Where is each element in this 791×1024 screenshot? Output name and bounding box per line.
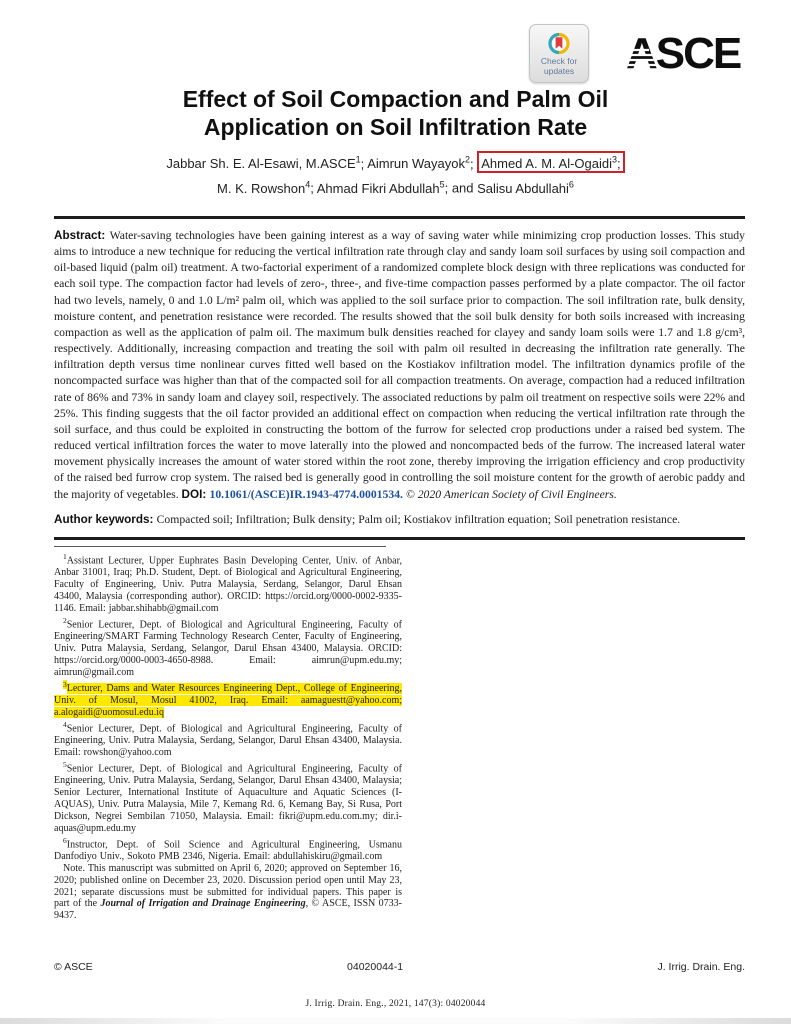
badge-text bbox=[541, 57, 577, 76]
author-3: Ahmed A. M. Al-Ogaidi$^3$; bbox=[481, 155, 621, 172]
author-keywords bbox=[54, 513, 745, 526]
footer-page-number: 04020044-1 bbox=[347, 961, 404, 973]
page-footer bbox=[54, 961, 745, 973]
page-edge-shade bbox=[0, 1018, 791, 1024]
footnote-6: $^6$Instructor, Dept. of Soil Science and Agricultural Engineering, Usmanu Danfodiyo Univ., Sokoto PMB 2346, Nigeria. Email: abdullahiskiru@gmail.com bbox=[54, 835, 402, 862]
badge-text-line1: Check for bbox=[540, 56, 578, 66]
doi-link[interactable]: 10.1061/(ASCE)IR.1943-4774.0001534. bbox=[209, 487, 403, 501]
footnote-3-highlighted: $^3$Lecturer, Dams and Water Resources Engineering Dept., College of Engineering, Univ. of Mosul, Mosul 41002, Iraq. Email: aamaguestt@yahoo.com; a.alogaidi@uomosul.edu.iq bbox=[54, 679, 402, 718]
keywords-label: Author keywords: bbox=[54, 513, 157, 526]
abstract-body: Water-saving technologies have been gaining interest as a way of saving water while minimizing crop production losses. This study aims to introduce a new technique for reducing the vertical infiltration rate through clay and sandy loam soil surfaces by using soil compaction and oil-based liquid (palm oil) treatment. A two-factorial experiment of a randomized complete block design with three replications was conducted for each soil type. The compaction factor had levels of zero-, three-, and five-time compaction passes performed by a plate compactor. The oil factor had two levels, namely, 0 and 1.0 L/m² palm oil, which was applied to the soil surface prior to compaction. The soil infiltration rate, bulk density, moisture content, and penetration resistance were recorded. The results showed that the soil bulk density for both soils increased with increasing compaction as well as the application of palm oil. The maximum bulk densities reached for clayey and sandy loam soils were 1.7 and 1.8 g/cm³, respectively. Additionally, increasing compaction and treating the soil with palm oil resulted in decreasing the infiltration rate generally. The infiltration depth versus time nonlinear curves fitted well based on the Kostiakov infiltration model. The infiltration dynamics profile of the noncompacted surface was higher than that of the compacted soil for all compaction treatments. On average, compaction had a reduced infiltration rate of 86% and 73% in sandy loam and clayey soil, respectively. The associated reductions by palm oil treatment on respective soils were 22% and 25%. This finding suggests that the oil factor provided an additional effect on compaction when reducing the vertical infiltration rate through the soil surface, and thus could be exploited in constructing the bottom of the furrow for selected crop productions under a raised bed system. The reduced vertical infiltration forces the water to move laterally into the plowed and noncompacted beds of the furrow. The increased lateral water movement physically increases the amount of water stored within the root zone, thereby improving the irrigation efficiency and crop productivity of the raised bed furrow crop system. The raised bed is generally good in controlling the soil moisture content for the growth of aerobic paddy and the majority of vegetables. bbox=[54, 229, 745, 501]
footer-journal-abbrev: J. Irrig. Drain. Eng. bbox=[657, 961, 745, 973]
author-4: M. K. Rowshon$^4$ bbox=[217, 179, 311, 196]
badge-text-line2: updates bbox=[543, 65, 575, 76]
abstract bbox=[54, 228, 745, 503]
journal-name: Journal of Irrigation and Drainage Engineering bbox=[100, 898, 306, 910]
asce-logo-icon bbox=[626, 28, 746, 76]
footnote-separator bbox=[54, 546, 386, 547]
footnote-1: $^1$Assistant Lecturer, Upper Euphrates Basin Developing Center, Univ. of Anbar, Anbar 31001, Iraq; Ph.D. Student, Dept. of Biological and Agricultural Engineering, Faculty of Engineering, Univ. Putra Malaysia, Serdang, Selangor, Darul Ehsan 43400, Malaysia (corresponding author). ORCID: https://orcid.org/0000-0002-9335-1146. Email: jabbar.shihabb@gmail.com bbox=[54, 552, 402, 614]
footer-copyright: © ASCE bbox=[54, 961, 93, 973]
asce-logo bbox=[626, 28, 746, 76]
author-line1: Jabbar Sh. E. Al-Esawi, M.ASCE$^1$; Aimrun Wayayok$^2$; Ahmed A. M. Al-Ogaidi$^3$; bbox=[0, 150, 791, 174]
abstract-label: Abstract: bbox=[54, 229, 110, 242]
footnotes bbox=[54, 546, 402, 922]
title-line1: Effect of Soil Compaction and Palm Oil bbox=[182, 86, 609, 112]
copyright-text: © 2020 American Society of Civil Engineers. bbox=[402, 487, 617, 501]
doi-label: DOI: bbox=[181, 487, 210, 501]
footnote-2: $^2$Senior Lecturer, Dept. of Biological and Agricultural Engineering, Faculty of Engineering/SMART Farming Technology Research Center, Faculty of Engineering, Univ. Putra Malaysia, Serdang, Selangor, Darul Ehsan 43400, Malaysia. ORCID: https://orcid.org/0000-0003-4650-8988. Email: aimrun@upm.edu.my; aimrun@gmail.com bbox=[54, 615, 402, 678]
divider-bottom bbox=[54, 537, 745, 540]
author-line2: M. K. Rowshon$^4$; Ahmad Fikri Abdullah$^5$; and Salisu Abdullahi$^6$ bbox=[217, 179, 574, 196]
check-for-updates-badge[interactable] bbox=[529, 24, 589, 83]
author-list bbox=[0, 150, 791, 199]
title-line2: Application on Soil Infiltration Rate bbox=[203, 114, 588, 140]
author-2: Aimrun Wayayok$^2$ bbox=[367, 155, 470, 172]
footnote-4: $^4$Senior Lecturer, Dept. of Biological and Agricultural Engineering, Faculty of Engineering, Univ. Putra Malaysia, Serdang, Selangor, Darul Ehsan 43400, Malaysia. Email: rowshon@yahoo.com bbox=[54, 719, 402, 758]
paper-title bbox=[0, 85, 791, 141]
bottom-citation: J. Irrig. Drain. Eng., 2021, 147(3): 04020044 bbox=[305, 999, 486, 1009]
footnote-5: $^5$Senior Lecturer, Dept. of Biological and Agricultural Engineering, Faculty of Engineering, Univ. Putra Malaysia, Serdang, Selangor, Darul Ehsan 43400, Malaysia; Senior Lecturer, International Institute of Aquaculture and Aquatic Sciences (I-AQUAS), Univ. Putra Malaysia, Mile 7, Kemang Rd. 6, Kemang Bay, Si Rusa, Port Dickson, Negrei Sembilan 71050, Malaysia. Email: fikri@upm.edu.com.my; dir.i-aquas@upm.edu.my bbox=[54, 759, 402, 834]
divider-top bbox=[54, 216, 745, 219]
author-5: Ahmad Fikri Abdullah$^5$ bbox=[316, 179, 445, 196]
highlighted-author-box bbox=[477, 151, 624, 173]
check-for-updates-icon bbox=[547, 31, 571, 56]
author-1: Jabbar Sh. E. Al-Esawi, M.ASCE$^1$ bbox=[166, 155, 361, 172]
keywords-text: Compacted soil; Infiltration; Bulk density; Palm oil; Kostiakov infiltration equation; Soil penetration resistance. bbox=[156, 513, 681, 526]
author-6: Salisu Abdullahi$^6$ bbox=[477, 179, 574, 196]
manuscript-note: Note. This manuscript was submitted on April 6, 2020; approved on September 16, 2020; published online on December 23, 2020. Discussion period open until May 23, 2021; separate discussions must be submitted for individual papers. This paper is part of the Journal of Irrigation and Drainage Engineering, © ASCE, ISSN 0733-9437. bbox=[54, 862, 403, 922]
svg-text:ASCE: ASCE bbox=[626, 29, 741, 76]
